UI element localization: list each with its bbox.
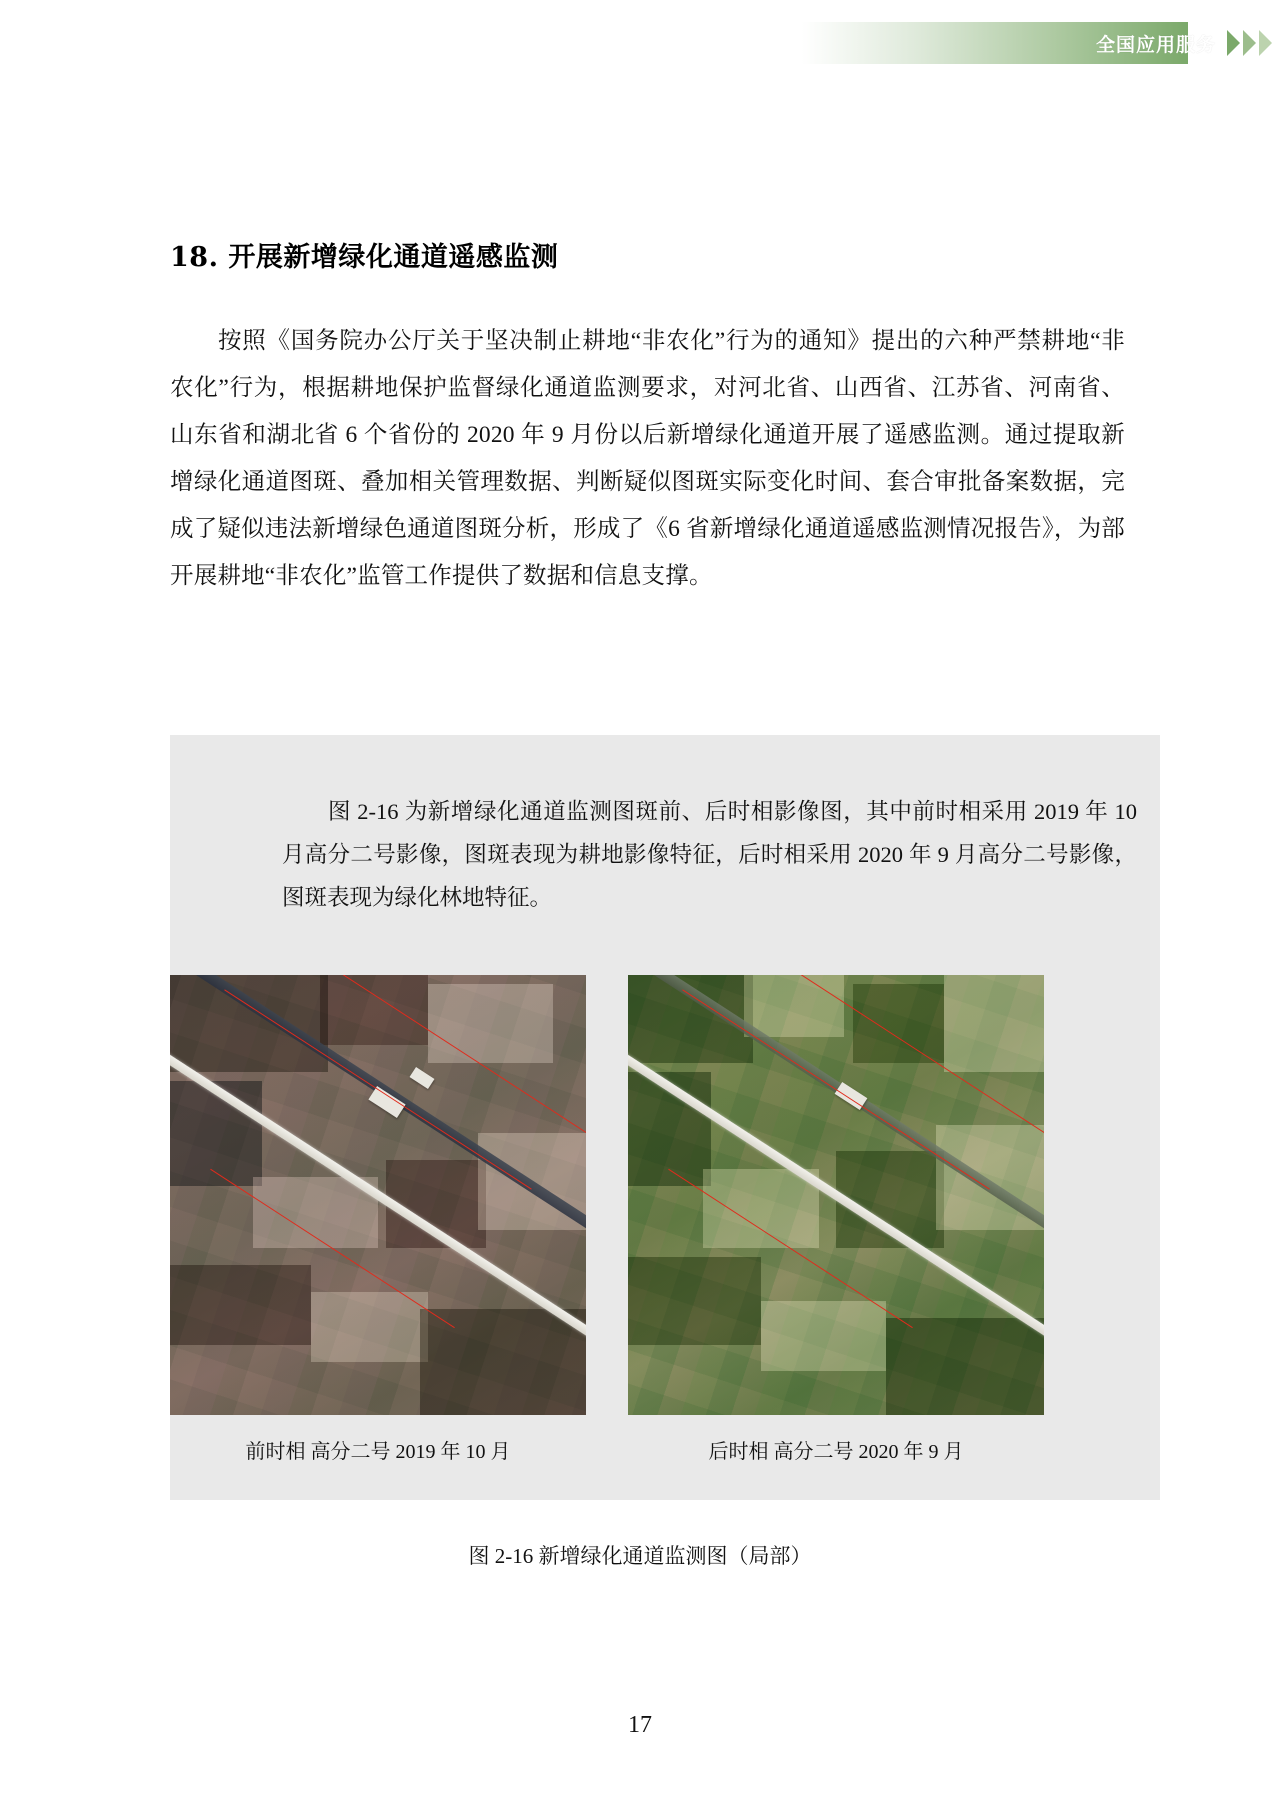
field-patch	[944, 975, 1044, 1072]
figure-intro-text: 图 2-16 为新增绿化通道监测图斑前、后时相影像图，其中前时相采用 2019 年 10 月高分二号影像，图斑表现为耕地影像特征，后时相采用 2020 年 9 月高分二号影像，图斑表现为绿化林地特征。	[282, 799, 1137, 910]
page-number: 17	[628, 1712, 652, 1738]
satellite-image-before-canvas	[170, 975, 586, 1415]
header-badge-label: 全国应用服务	[1095, 33, 1216, 56]
section-heading: 18. 开展新增绿化通道遥感监测	[170, 242, 559, 273]
satellite-image-after-label: 后时相 高分二号 2020 年 9 月	[708, 1441, 964, 1463]
chevron-right-icon	[1227, 30, 1240, 56]
body-paragraph: 按照《国务院办公厅关于坚决制止耕地“非农化”行为的通知》提出的六种严禁耕地“非农化”行为，根据耕地保护监督绿化通道监测要求，对河北省、山西省、江苏省、河南省、山东省和湖北省 6 个省份的 2020 年 9 月份以后新增绿化通道开展了遥感监测。通过提取新增绿化通道图斑、叠加相关管理数据、判断疑似图斑实际变化时间、套合审批备案数据，完成了疑似违法新增绿色通道图斑分析，形成了《6 省新增绿化通道遥感监测情况报告》，为部开展耕地“非农化”监管工作提供了数据和信息支撑。	[170, 328, 1125, 589]
satellite-image-after-canvas	[628, 975, 1044, 1415]
satellite-image-before-label: 前时相 高分二号 2019 年 10 月	[245, 1441, 511, 1463]
figure-image-row	[170, 975, 1160, 1415]
satellite-image-before	[170, 975, 586, 1415]
figure-caption: 图 2-16 新增绿化通道监测图（局部）	[468, 1544, 812, 1568]
header-chevron-group	[1224, 22, 1272, 64]
satellite-image-after	[628, 975, 1044, 1415]
chevron-right-icon	[1243, 30, 1256, 56]
figure-panel	[170, 735, 1160, 1500]
chevron-right-icon	[1259, 30, 1272, 56]
header-banner	[768, 22, 1280, 64]
